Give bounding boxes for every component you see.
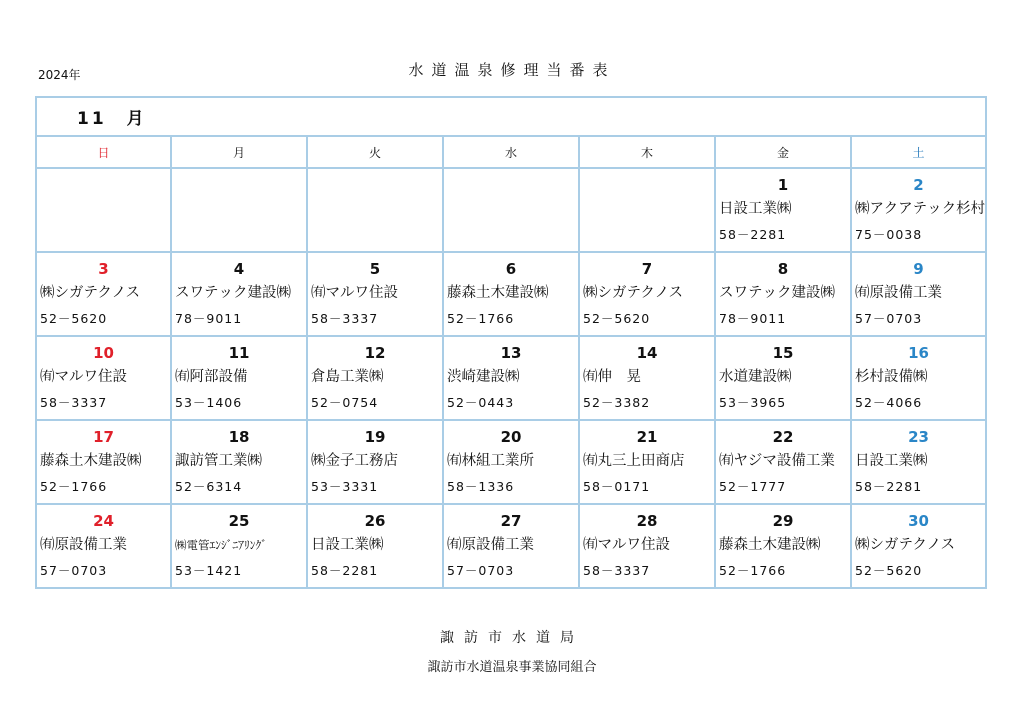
duty-phone: 58－2281 [311, 563, 379, 578]
duty-company: ㈲マルワ住設 [583, 537, 670, 553]
weekday-wednesday: 水 [443, 136, 579, 168]
duty-company: 水道建設㈱ [719, 369, 792, 385]
day-number: 30 [908, 512, 929, 530]
day-number: 15 [772, 344, 794, 362]
duty-company: 藤森土木建設㈱ [447, 285, 549, 301]
day-cell [307, 252, 443, 336]
day-number: 2 [913, 176, 924, 194]
duty-phone: 52－5620 [855, 563, 923, 578]
day-cell [715, 168, 851, 252]
duty-company: 藤森土木建設㈱ [40, 453, 142, 469]
duty-phone [444, 225, 578, 241]
duty-company: 諏訪管工業㈱ [175, 453, 262, 469]
day-number: 22 [772, 428, 794, 446]
duty-phone [580, 225, 714, 241]
day-number: 6 [505, 260, 517, 278]
footer-association: 諏訪市水道温泉事業協同組合 [427, 660, 597, 675]
duty-company: ㈲ヤジマ設備工業 [719, 453, 835, 469]
day-cell [579, 168, 715, 252]
duty-phone: 52－1766 [447, 311, 515, 326]
duty-phone: 52－1766 [40, 479, 108, 494]
day-number: 23 [908, 428, 929, 446]
duty-phone: 78－9011 [175, 311, 243, 326]
weekday-tuesday: 火 [307, 136, 443, 168]
duty-company: 日設工業㈱ [311, 537, 384, 553]
duty-phone: 53－1421 [175, 563, 243, 578]
duty-company [444, 198, 578, 220]
day-cell [171, 420, 307, 504]
duty-phone: 53－1406 [175, 395, 243, 410]
calendar-week-row [36, 168, 986, 252]
duty-company: 日設工業㈱ [719, 201, 792, 217]
day-number: 27 [500, 512, 522, 530]
day-cell [443, 336, 579, 420]
month-label: 11 月 [77, 109, 147, 129]
duty-phone: 52－5620 [583, 311, 651, 326]
day-cell [443, 420, 579, 504]
day-cell [307, 504, 443, 588]
duty-phone: 78－9011 [719, 311, 787, 326]
duty-phone [37, 225, 170, 241]
duty-company [172, 198, 306, 220]
day-number: 20 [500, 428, 522, 446]
day-cell [307, 336, 443, 420]
day-cell [171, 168, 307, 252]
duty-company: ㈱アクアテック杉村 [855, 201, 985, 217]
footer-organization: 諏訪市水道局 [440, 630, 584, 646]
weekday-sunday: 日 [36, 136, 171, 168]
duty-company: ㈲丸三上田商店 [583, 453, 685, 469]
day-cell [715, 336, 851, 420]
duty-phone: 58－0171 [583, 479, 651, 494]
day-number: 16 [908, 344, 929, 362]
duty-phone: 58－3337 [583, 563, 651, 578]
duty-company: 杉村設備㈱ [855, 369, 928, 385]
calendar-week-row [36, 504, 986, 588]
month-header [36, 97, 986, 136]
duty-company: ㈱電管ｴﾝｼﾞﾆｱﾘﾝｸﾞ [175, 538, 267, 552]
duty-company: ㈱シガテクノス [40, 285, 141, 301]
day-cell [443, 252, 579, 336]
day-cell [171, 336, 307, 420]
duty-phone [172, 225, 306, 241]
weekday-friday: 金 [715, 136, 851, 168]
duty-phone: 75－0038 [855, 227, 923, 242]
day-number: 10 [93, 344, 114, 362]
day-number: 21 [636, 428, 658, 446]
duty-phone: 52－1777 [719, 479, 787, 494]
day-number: 7 [641, 260, 653, 278]
day-cell [443, 168, 579, 252]
duty-phone: 58－3337 [311, 311, 379, 326]
day-number: 3 [98, 260, 109, 278]
day-number [37, 176, 170, 194]
calendar-week-row [36, 336, 986, 420]
day-number [444, 176, 578, 194]
day-cell [443, 504, 579, 588]
duty-company: 倉島工業㈱ [311, 369, 384, 385]
weekday-header-row [36, 136, 986, 168]
duty-company: ㈲原設備工業 [447, 537, 534, 553]
weekday-saturday: 土 [851, 136, 986, 168]
duty-company [308, 198, 442, 220]
day-number [580, 176, 714, 194]
day-cell [715, 252, 851, 336]
calendar-weeks [36, 168, 986, 588]
day-cell [36, 336, 171, 420]
day-cell [715, 420, 851, 504]
day-cell [715, 504, 851, 588]
duty-company: 日設工業㈱ [855, 453, 928, 469]
day-number: 1 [777, 176, 789, 194]
day-cell [851, 252, 986, 336]
day-cell [851, 420, 986, 504]
duty-company [580, 198, 714, 220]
day-number: 26 [364, 512, 386, 530]
duty-company: ㈲マルワ住設 [40, 369, 127, 385]
day-number [308, 176, 442, 194]
day-number: 18 [228, 428, 250, 446]
duty-company: ㈱金子工務店 [311, 453, 398, 469]
duty-company: ㈱シガテクノス [583, 285, 684, 301]
calendar-week-row [36, 252, 986, 336]
day-number: 9 [913, 260, 924, 278]
day-number: 14 [636, 344, 658, 362]
day-cell [579, 252, 715, 336]
day-number [172, 176, 306, 194]
duty-phone: 53－3965 [719, 395, 787, 410]
day-cell [579, 336, 715, 420]
day-number: 19 [364, 428, 386, 446]
day-cell [171, 504, 307, 588]
duty-phone: 58－2281 [855, 479, 923, 494]
weekday-monday: 月 [171, 136, 307, 168]
day-cell [36, 252, 171, 336]
duty-calendar [35, 96, 987, 589]
day-number: 25 [228, 512, 250, 530]
duty-phone: 52－4066 [855, 395, 923, 410]
duty-company: ㈲マルワ住設 [311, 285, 398, 301]
day-cell [36, 504, 171, 588]
duty-company: ㈲阿部設備 [175, 369, 248, 385]
duty-phone: 52－0443 [447, 395, 515, 410]
duty-company: ㈱シガテクノス [855, 537, 956, 553]
day-number: 8 [777, 260, 789, 278]
duty-phone: 58－3337 [40, 395, 108, 410]
day-cell [171, 252, 307, 336]
duty-company: 渋崎建設㈱ [447, 369, 520, 385]
day-cell [36, 168, 171, 252]
day-number: 29 [772, 512, 794, 530]
duty-phone [308, 225, 442, 241]
day-cell [851, 168, 986, 252]
day-number: 28 [636, 512, 658, 530]
duty-company: ㈲原設備工業 [40, 537, 127, 553]
day-number: 13 [500, 344, 522, 362]
day-number: 4 [233, 260, 245, 278]
duty-company [37, 198, 170, 220]
duty-company: ㈲伸 晃 [583, 369, 641, 385]
duty-phone: 57－0703 [855, 311, 923, 326]
duty-phone: 52－3382 [583, 395, 651, 410]
calendar-week-row [36, 420, 986, 504]
duty-phone: 58－2281 [719, 227, 787, 242]
day-cell [851, 504, 986, 588]
day-number: 24 [93, 512, 114, 530]
page-title: 水道温泉修理当番表 [408, 61, 616, 79]
day-number: 12 [364, 344, 386, 362]
day-number: 17 [93, 428, 114, 446]
duty-phone: 57－0703 [40, 563, 108, 578]
duty-phone: 52－5620 [40, 311, 108, 326]
weekday-thursday: 木 [579, 136, 715, 168]
duty-company: ㈲林組工業所 [447, 453, 534, 469]
day-number: 5 [369, 260, 381, 278]
duty-phone: 52－0754 [311, 395, 379, 410]
day-cell [307, 168, 443, 252]
day-cell [36, 420, 171, 504]
day-cell [579, 420, 715, 504]
duty-company: 藤森土木建設㈱ [719, 537, 821, 553]
day-cell [579, 504, 715, 588]
duty-phone: 52－6314 [175, 479, 243, 494]
duty-phone: 52－1766 [719, 563, 787, 578]
duty-company: ㈲原設備工業 [855, 285, 942, 301]
duty-company: スワテック建設㈱ [719, 285, 835, 301]
duty-phone: 58－1336 [447, 479, 515, 494]
duty-phone: 57－0703 [447, 563, 515, 578]
duty-phone: 53－3331 [311, 479, 379, 494]
day-number: 11 [228, 344, 250, 362]
duty-company: スワテック建設㈱ [175, 285, 291, 301]
year-label: 2024年 [38, 68, 81, 82]
day-cell [851, 336, 986, 420]
day-cell [307, 420, 443, 504]
